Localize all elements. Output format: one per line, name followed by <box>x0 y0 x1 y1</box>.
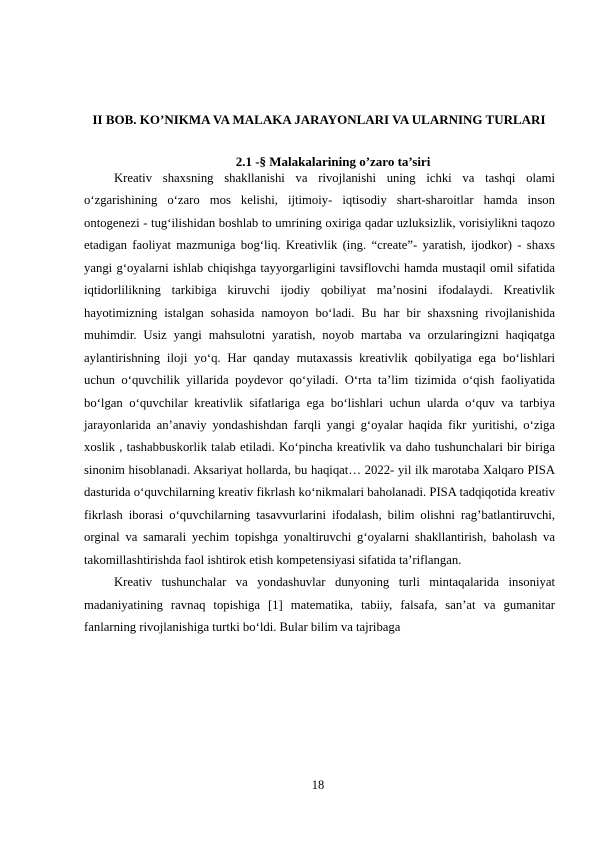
section-title: 2.1 -§ Malakalarining o’zaro ta’siri <box>235 154 431 169</box>
paragraph-1: Kreativ shaxsning shakllanishi va rivojlanishi uning ichki va tashqi olami o‘zgarishining o‘zaro mos kelishi, ijtimoiy- iqtisodiy shart-sharoitlar hamda inson ontogenezi - tug‘ilishidan boshlab to umrining oxiriga qadar uzluksizlik, vorisiylikni taqozo etadigan faoliyat mazmuniga bog‘liq. Kreativlik (ing. “create”- yaratish, ijodkor) - shaxs yangi g‘oyalarni ishlab chiqishga tayyorgarligini tavsiflovchi hamda mustaqil omil sifatida iqtidorlilikning tarkibiga kiruvchi ijodiy qobiliyat ma’nosini ifodalaydi. Kreativlik hayotimizning istalgan sohasida namoyon bo‘ladi. Bu har bir shaxsning rivojlanishida muhimdir. Usiz yangi mahsulotni yaratish, noyob martaba va orzularingizni haqiqatga aylantirishning iloji yo‘q. Har qanday mutaxassis kreativlik qobilyatiga ega bo‘lishlari uchun o‘quvchilik yillarida poydevor qo‘yiladi. O‘rta ta’lim tizimida o‘qish faoliyatida bo‘lgan o‘quvchilar kreativlik sifatlariga ega bo‘lishlari uchun ularda o‘quv va tarbiya jarayonlarida an’anaviy yondashishdan farqli yangi g‘oyalar haqida fikr yuritishi, o‘ziga xoslik , tashabbuskorlik talab etiladi. Ko‘pincha kreativlik va daho tushunchalari bir biriga sinonim hisoblanadi. Aksariyat hollarda, bu haqiqat… 2022- yil ilk marotaba Xalqaro PISA dasturida o‘quvchilarning kreativ fikrlash ko‘nikmalari baholanadi. PISA tadqiqotida kreativ fikrlash iborasi o‘quvchilarning tasavvurlarini ifodalash, bilim olishni rag’batlantiruvchi, orginal va samarali yechim topishga yonaltiruvchi g‘oyalarni shakllantirish, baholash va takomillashtirishda faol ishtirok etish kompetensiyasi sifatida ta’riflangan. <box>84 171 555 567</box>
page-number: 18 <box>311 778 325 792</box>
body-text <box>84 167 555 639</box>
paragraph-2: Kreativ tushunchalar va yondashuvlar dunyoning turli mintaqalarida insoniyat madaniyatining ravnaq topishiga [1] matematika, tabiiy, falsafa, san’at va gumanitar fanlarning rivojlanishiga turtki bo‘ldi. Bular bilim va tajribaga <box>84 575 555 635</box>
chapter-title: II BOB. KO’NIKMA VA MALAKA JARAYONLARI VA ULARNING TURLARI <box>92 112 546 127</box>
